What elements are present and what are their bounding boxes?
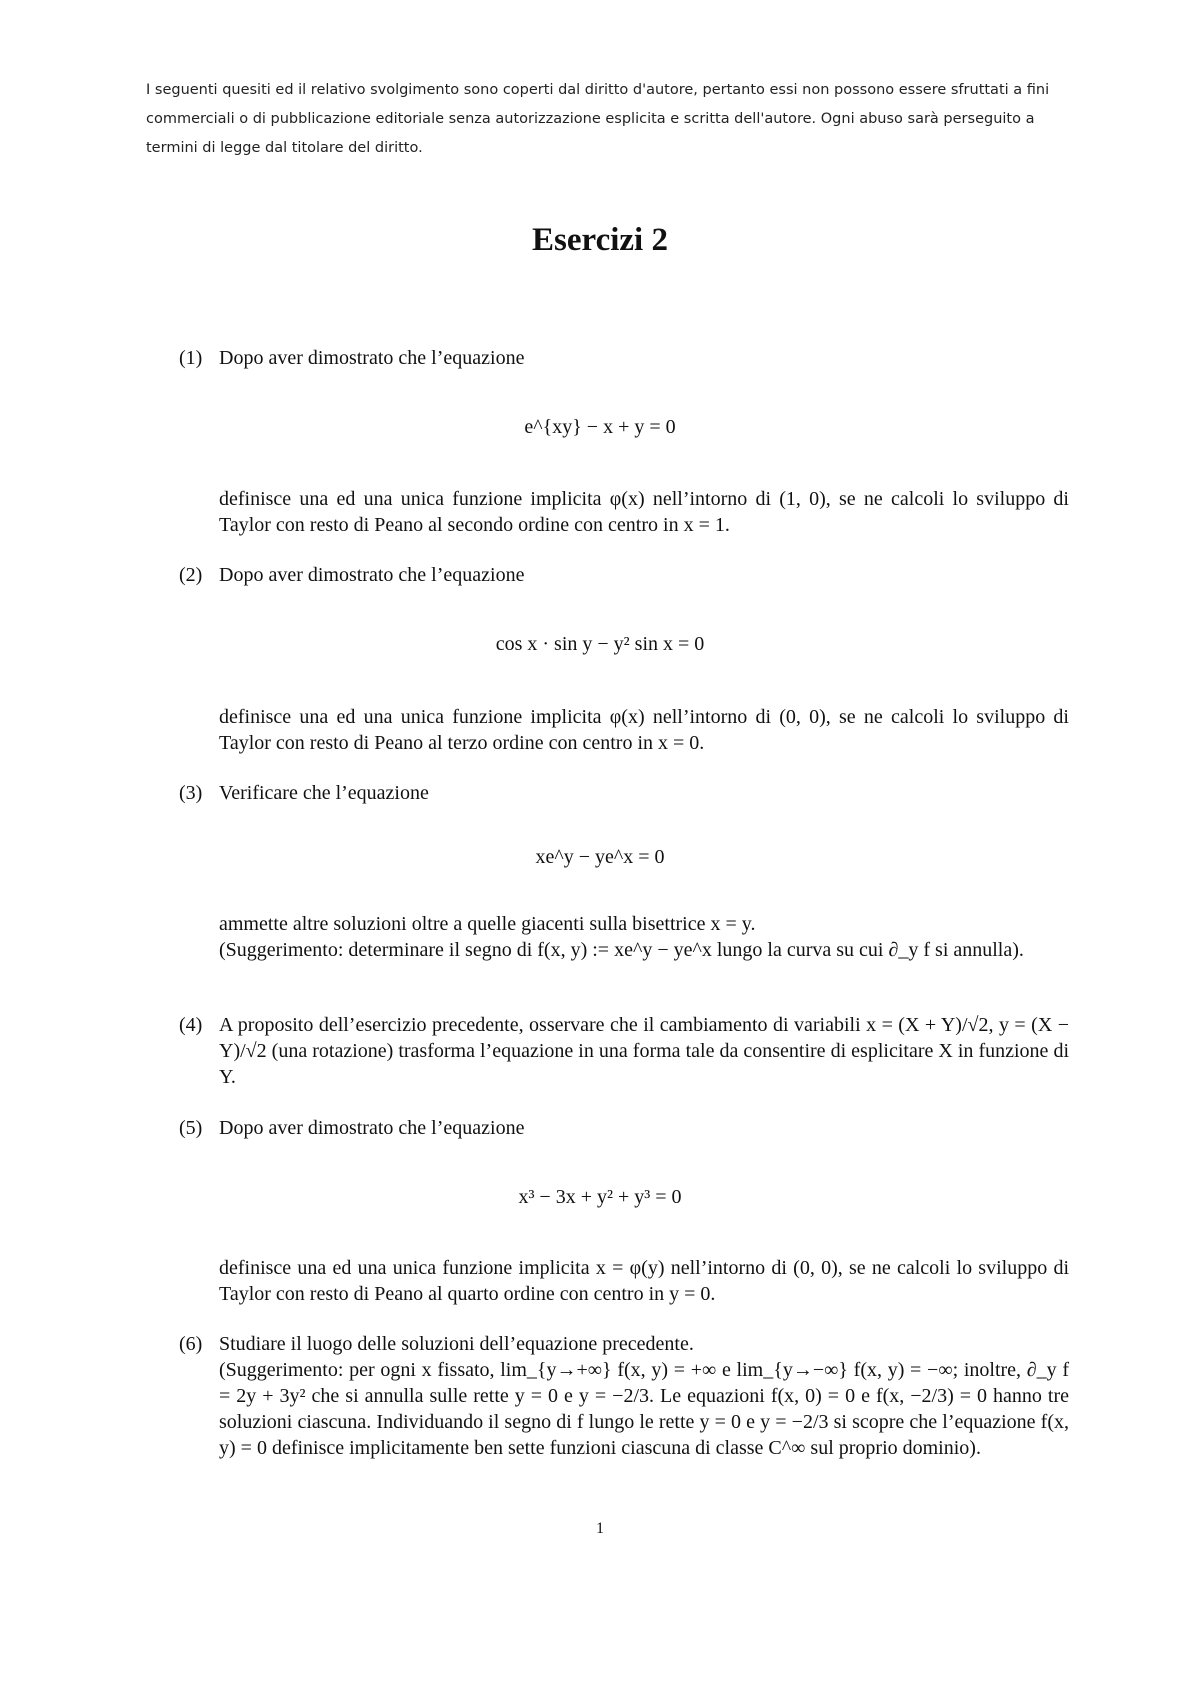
page-number: 1 [596,1520,604,1537]
exercise-2 [179,562,1069,588]
page-title: Esercizi 2 [532,222,668,258]
exercise-number: (1) [179,347,203,369]
exercise-intro: Verificare che l’equazione [219,782,429,804]
exercise-number: (3) [179,782,203,804]
equation-5: x³ − 3x + y² + y³ = 0 [518,1186,682,1208]
exercise-number: (4) [179,1014,203,1036]
exercise-body: definisce una ed una unica funzione implicita φ(x) nell’intorno di (0, 0), se ne calcoli lo sviluppo di Taylor con resto di Peano al terzo ordine con centro in x = 0. [219,706,1069,754]
exercise-intro: Dopo aver dimostrato che l’equazione [219,564,525,586]
exercise-6-text [219,1331,1069,1461]
exercise-body: ammette altre soluzioni oltre a quelle giacenti sulla bisettrice x = y. [219,913,756,935]
exercise-intro: Dopo aver dimostrato che l’equazione [219,347,525,369]
equation-2: cos x · sin y − y² sin x = 0 [495,633,705,655]
exercise-body: definisce una ed una unica funzione implicita x = φ(y) nell’intorno di (0, 0), se ne calcoli lo sviluppo di Taylor con resto di Peano al quarto ordine con centro in y = 0. [219,1257,1069,1305]
equation-1: e^{xy} − x + y = 0 [524,416,676,438]
exercise-text: A proposito dell’esercizio precedente, osservare che il cambiamento di variabili x = (X + Y)/√2, y = (X − Y)/√2 (una rotazione) trasforma l’equazione in una forma tale da consentire di esplicitare X in funzione di Y. [219,1014,1069,1088]
exercise-4 [179,1012,1069,1090]
exercise-number: (6) [179,1333,203,1355]
exercise-number: (5) [179,1117,203,1139]
exercise-1 [179,345,1069,371]
exercise-intro: Dopo aver dimostrato che l’equazione [219,1117,525,1139]
exercise-3 [179,780,1069,806]
exercise-intro: Studiare il luogo delle soluzioni dell’equazione precedente. [219,1333,694,1355]
exercise-5 [179,1115,1069,1141]
copyright-notice: I seguenti quesiti ed il relativo svolgimento sono coperti dal diritto d'autore, pertanto essi non possono essere sfruttati a fini commerciali o di pubblicazione editoriale senza autorizzazione esplicita e scritta dell'autore. Ogni abuso sarà perseguito a termini di legge dal titolare del diritto. [146,82,1050,156]
exercise-hint: (Suggerimento: determinare il segno di f(x, y) := xe^y − ye^x lungo la curva su cui ∂_y f si annulla). [219,939,1024,961]
exercise-hint: (Suggerimento: per ogni x fissato, lim_{y→+∞} f(x, y) = +∞ e lim_{y→−∞} f(x, y) = −∞; inoltre, ∂_y f = 2y + 3y² che si annulla sulle rette y = 0 e y = −2/3. Le equazioni f(x, 0) = 0 e f(x, −2/3) = 0 hanno tre soluzioni ciascuna. Individuando il segno di f lungo le rette y = 0 e y = −2/3 si scopre che l’equazione f(x, y) = 0 definisce implicitamente ben sette funzioni ciascuna di classe C^∞ sul proprio dominio). [219,1359,1069,1459]
exercise-body: definisce una ed una unica funzione implicita φ(x) nell’intorno di (1, 0), se ne calcoli lo sviluppo di Taylor con resto di Peano al secondo ordine con centro in x = 1. [219,488,1069,536]
equation-3: xe^y − ye^x = 0 [535,846,665,868]
exercise-6 [179,1331,1069,1461]
exercise-3-text [219,911,1069,963]
exercise-number: (2) [179,564,203,586]
